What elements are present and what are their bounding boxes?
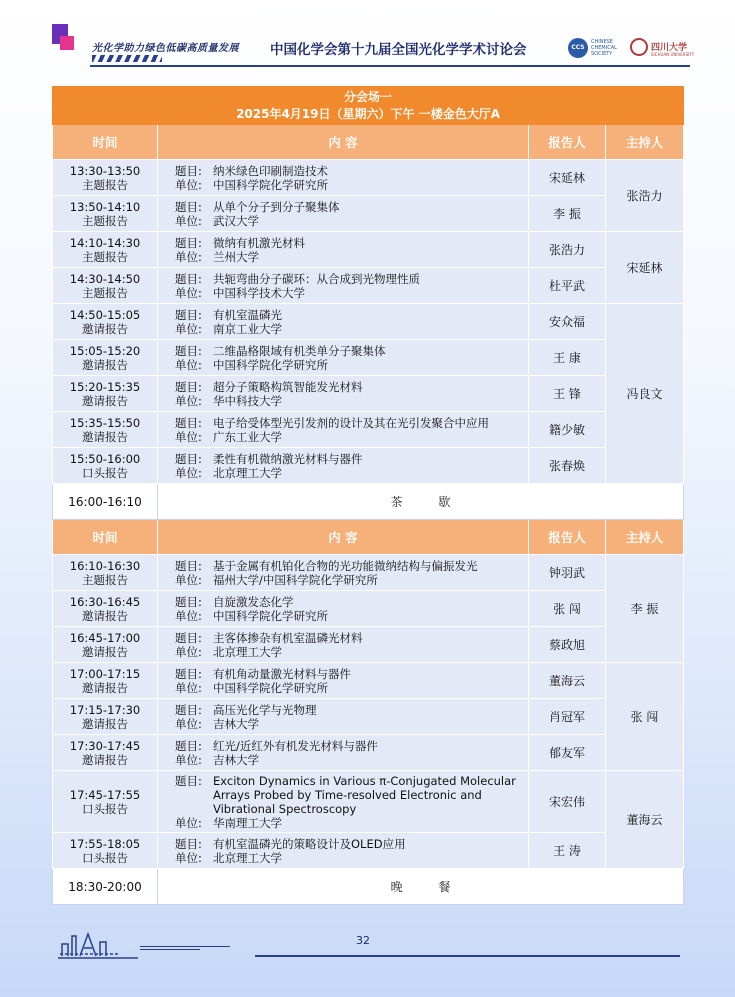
scu-logo-text: 四川大学: [651, 43, 688, 53]
talk-title-label: 题目:: [175, 451, 202, 466]
talk-type: 主题报告: [82, 177, 128, 192]
talk-type: 主题报告: [82, 572, 128, 587]
talk-unit-line: [175, 466, 528, 480]
talk-row: [53, 555, 684, 591]
talk-speaker: 肖冠军: [529, 699, 606, 735]
col-header-speaker: 报告人: [529, 520, 606, 555]
talk-type: 邀请报告: [82, 393, 128, 408]
talk-time: 16:30-16:45: [69, 594, 141, 609]
talk-content: [158, 448, 529, 484]
talk-unit-line: [175, 214, 528, 228]
talk-unit-label: 单位:: [175, 815, 202, 830]
talk-time-cell: [53, 735, 158, 771]
talk-unit-label: 单位:: [175, 608, 202, 623]
talk-row: [53, 160, 684, 196]
talk-time: 13:50-14:10: [69, 199, 141, 214]
col-header-time: 时间: [53, 520, 158, 555]
talk-title-line: [175, 559, 528, 573]
session-banner: [53, 87, 684, 125]
talk-unit-label: 单位:: [175, 644, 202, 659]
talk-speaker: 宋宏伟: [529, 771, 606, 833]
session-datetime: 2025年4月19日（星期六）下午 一楼金色大厅A: [236, 106, 500, 121]
talk-title-label: 题目:: [175, 307, 202, 322]
talk-time-cell: [53, 268, 158, 304]
col-header-content: 内 容: [158, 520, 529, 555]
talk-content: [158, 735, 529, 771]
talk-content: [158, 412, 529, 448]
header-divider: [90, 65, 690, 67]
talk-unit: 吉林大学: [213, 716, 259, 731]
talk-unit-line: [175, 753, 528, 767]
talk-speaker: 张春焕: [529, 448, 606, 484]
talk-speaker: 籍少敏: [529, 412, 606, 448]
talk-content: [158, 663, 529, 699]
talk-unit-label: 单位:: [175, 321, 202, 336]
talk-time: 14:30-14:50: [69, 271, 141, 286]
talk-unit-label: 单位:: [175, 177, 202, 192]
footer-line: [140, 949, 200, 950]
talk-type: 邀请报告: [82, 608, 128, 623]
talk-row: [53, 627, 684, 663]
talk-title-label: 题目:: [175, 379, 202, 394]
column-header-row: [53, 520, 684, 555]
talk-time: 14:50-15:05: [69, 307, 141, 322]
footer-line: [140, 946, 230, 947]
page-number: 32: [356, 934, 370, 947]
talk-unit-label: 单位:: [175, 213, 202, 228]
talk-time-cell: [53, 627, 158, 663]
talk-title: 电子给受体型光引发剂的设计及其在光引发聚合中应用: [213, 415, 489, 430]
talk-time-cell: [53, 160, 158, 196]
talk-title-line: [175, 631, 528, 645]
talk-title-label: 题目:: [175, 773, 202, 788]
talk-unit: 北京理工大学: [213, 465, 282, 480]
talk-unit: 广东工业大学: [213, 429, 282, 444]
session-host: 董海云: [606, 771, 684, 869]
dinner-time: 18:30-20:00: [53, 869, 158, 905]
talk-title-label: 题目:: [175, 630, 202, 645]
talk-time: 16:45-17:00: [69, 630, 141, 645]
talk-title-label: 题目:: [175, 594, 202, 609]
talk-title: 红光/近红外有机发光材料与器件: [213, 738, 378, 753]
talk-unit-label: 单位:: [175, 680, 202, 695]
scu-logo-subtext: SICHUAN UNIVERSITY: [651, 52, 695, 57]
talk-title-line: [175, 774, 528, 816]
talk-time-cell: [53, 196, 158, 232]
session-host: 张浩力: [606, 160, 684, 232]
talk-type: 邀请报告: [82, 680, 128, 695]
tea-break-time: 16:00-16:10: [53, 484, 158, 520]
talk-unit-line: [175, 178, 528, 192]
talk-unit: 中国科学院化学研究所: [213, 357, 328, 372]
talk-unit-line: [175, 358, 528, 372]
talk-title: 有机室温磷光: [213, 307, 282, 322]
talk-unit: 兰州大学: [213, 249, 259, 264]
talk-unit-label: 单位:: [175, 850, 202, 865]
talk-row: [53, 196, 684, 232]
talk-content: [158, 771, 529, 833]
talk-title: Exciton Dynamics in Various π-Conjugated Molecular Arrays Probed by Time-resolved Electronic and Vibrational Spectroscopy: [213, 773, 516, 816]
talk-row: [53, 663, 684, 699]
talk-unit: 中国科学院化学研究所: [213, 680, 328, 695]
talk-time-cell: [53, 376, 158, 412]
talk-time: 17:00-17:15: [69, 666, 141, 681]
footer-line: [255, 955, 680, 957]
talk-title-line: [175, 236, 528, 250]
talk-row: [53, 268, 684, 304]
dinner-label: 晚 餐: [158, 869, 684, 905]
talk-title: 超分子策略构筑智能发光材料: [213, 379, 363, 394]
talk-type: 邀请报告: [82, 429, 128, 444]
talk-title: 自旋激发态化学: [213, 594, 294, 609]
col-header-time: 时间: [53, 125, 158, 160]
talk-type: 主题报告: [82, 213, 128, 228]
talk-row: [53, 448, 684, 484]
talk-row: [53, 232, 684, 268]
talk-title-line: [175, 380, 528, 394]
talk-unit-line: [175, 394, 528, 408]
talk-title: 纳米绿色印刷制造技术: [213, 163, 328, 178]
talk-time: 15:05-15:20: [69, 343, 141, 358]
talk-time: 15:50-16:00: [69, 451, 141, 466]
talk-type: 邀请报告: [82, 716, 128, 731]
tea-break-row: [53, 484, 684, 520]
talk-time-cell: [53, 340, 158, 376]
talk-row: [53, 412, 684, 448]
talk-unit: 中国科学技术大学: [213, 285, 305, 300]
talk-title-line: [175, 272, 528, 286]
talk-unit-line: [175, 609, 528, 623]
talk-title: 微纳有机激光材料: [213, 235, 305, 250]
talk-content: [158, 555, 529, 591]
talk-title-label: 题目:: [175, 558, 202, 573]
talk-title: 有机角动量激光材料与器件: [213, 666, 351, 681]
talk-title: 有机室温磷光的策略设计及OLED应用: [213, 836, 406, 851]
talk-speaker: 郁友军: [529, 735, 606, 771]
conference-title: 中国化学会第十九届全国光化学学术讨论会: [270, 42, 527, 58]
col-header-host: 主持人: [606, 125, 684, 160]
talk-time-cell: [53, 555, 158, 591]
talk-title-line: [175, 667, 528, 681]
talk-speaker: 杜平武: [529, 268, 606, 304]
session-schedule-table: [52, 86, 684, 905]
col-header-content: 内 容: [158, 125, 529, 160]
talk-type: 邀请报告: [82, 752, 128, 767]
page-header: [0, 0, 735, 80]
skyline-icon: [58, 928, 138, 960]
talk-speaker: 钟羽武: [529, 555, 606, 591]
talk-unit-line: [175, 816, 528, 830]
session-host: 宋延林: [606, 232, 684, 304]
talk-unit-line: [175, 430, 528, 444]
col-header-host: 主持人: [606, 520, 684, 555]
talk-time: 15:35-15:50: [69, 415, 141, 430]
talk-unit-line: [175, 851, 528, 865]
scu-logo-icon: [630, 38, 648, 56]
talk-title-line: [175, 739, 528, 753]
talk-type: 口头报告: [82, 850, 128, 865]
talk-unit-line: [175, 286, 528, 300]
talk-unit: 吉林大学: [213, 752, 259, 767]
talk-title-label: 题目:: [175, 702, 202, 717]
talk-type: 邀请报告: [82, 321, 128, 336]
talk-unit-label: 单位:: [175, 249, 202, 264]
talk-speaker: 王 锋: [529, 376, 606, 412]
talk-type: 口头报告: [82, 801, 128, 816]
talk-title-label: 题目:: [175, 235, 202, 250]
talk-unit-label: 单位:: [175, 716, 202, 731]
session-name: 分会场一: [344, 89, 393, 104]
talk-title-label: 题目:: [175, 738, 202, 753]
talk-unit: 北京理工大学: [213, 644, 282, 659]
talk-type: 邀请报告: [82, 644, 128, 659]
ccs-logo-text: CHINESE CHEMICAL SOCIETY: [591, 39, 617, 57]
dinner-row: [53, 869, 684, 905]
talk-title-line: [175, 837, 528, 851]
talk-time-cell: [53, 232, 158, 268]
column-header-row: [53, 125, 684, 160]
talk-unit-label: 单位:: [175, 285, 202, 300]
talk-speaker: 蔡政旭: [529, 627, 606, 663]
talk-unit-label: 单位:: [175, 465, 202, 480]
talk-title-label: 题目:: [175, 666, 202, 681]
tea-break-label: 茶 歇: [158, 484, 684, 520]
talk-unit: 华中科技大学: [213, 393, 282, 408]
ccs-logo-icon: CCS: [568, 38, 588, 58]
talk-speaker: 李 振: [529, 196, 606, 232]
talk-speaker: 宋延林: [529, 160, 606, 196]
talk-content: [158, 376, 529, 412]
talk-content: [158, 304, 529, 340]
talk-content: [158, 627, 529, 663]
talk-content: [158, 833, 529, 869]
session-host: 张 闯: [606, 663, 684, 771]
talk-speaker: 王 康: [529, 340, 606, 376]
talk-title-label: 题目:: [175, 415, 202, 430]
talk-time-cell: [53, 699, 158, 735]
talk-title-line: [175, 416, 528, 430]
talk-unit: 福州大学/中国科学院化学研究所: [213, 572, 378, 587]
talk-title-line: [175, 344, 528, 358]
talk-unit-line: [175, 645, 528, 659]
talk-time: 15:20-15:35: [69, 379, 141, 394]
talk-unit: 华南理工大学: [213, 815, 282, 830]
talk-row: [53, 699, 684, 735]
talk-content: [158, 340, 529, 376]
talk-unit: 南京工业大学: [213, 321, 282, 336]
talk-speaker: 董海云: [529, 663, 606, 699]
talk-unit-line: [175, 250, 528, 264]
talk-unit-label: 单位:: [175, 429, 202, 444]
talk-time: 13:30-13:50: [69, 163, 141, 178]
talk-speaker: 王 涛: [529, 833, 606, 869]
col-header-speaker: 报告人: [529, 125, 606, 160]
talk-time: 16:10-16:30: [69, 558, 141, 573]
talk-type: 邀请报告: [82, 357, 128, 372]
talk-unit: 中国科学院化学研究所: [213, 177, 328, 192]
talk-time-cell: [53, 412, 158, 448]
talk-title-line: [175, 308, 528, 322]
session-host: 冯良文: [606, 304, 684, 484]
talk-title: 柔性有机微纳激光材料与器件: [213, 451, 363, 466]
talk-time: 14:10-14:30: [69, 235, 141, 250]
talk-unit-line: [175, 322, 528, 336]
talk-content: [158, 591, 529, 627]
talk-unit: 武汉大学: [213, 213, 259, 228]
decor-stripes: [92, 55, 162, 62]
talk-unit-line: [175, 717, 528, 731]
talk-title: 主客体掺杂有机室温磷光材料: [213, 630, 363, 645]
talk-time-cell: [53, 833, 158, 869]
talk-time-cell: [53, 304, 158, 340]
talk-title-line: [175, 703, 528, 717]
decor-square: [60, 36, 74, 50]
talk-row: [53, 340, 684, 376]
talk-time-cell: [53, 591, 158, 627]
talk-row: [53, 833, 684, 869]
talk-type: 主题报告: [82, 285, 128, 300]
talk-content: [158, 160, 529, 196]
conference-slogan: 光化学助力绿色低碳高质量发展: [92, 43, 239, 54]
talk-title-label: 题目:: [175, 199, 202, 214]
talk-title-line: [175, 164, 528, 178]
talk-title-line: [175, 595, 528, 609]
talk-time: 17:30-17:45: [69, 738, 141, 753]
talk-content: [158, 699, 529, 735]
talk-time: 17:45-17:55: [69, 787, 141, 802]
talk-unit-label: 单位:: [175, 752, 202, 767]
talk-title-label: 题目:: [175, 271, 202, 286]
talk-type: 口头报告: [82, 465, 128, 480]
talk-unit-label: 单位:: [175, 393, 202, 408]
talk-unit: 中国科学院化学研究所: [213, 608, 328, 623]
talk-row: [53, 771, 684, 833]
talk-title: 二维晶格限域有机类单分子聚集体: [213, 343, 386, 358]
talk-speaker: 张浩力: [529, 232, 606, 268]
talk-time: 17:15-17:30: [69, 702, 141, 717]
talk-speaker: 安众福: [529, 304, 606, 340]
talk-unit-line: [175, 573, 528, 587]
talk-type: 主题报告: [82, 249, 128, 264]
talk-title: 高压光化学与光物理: [213, 702, 317, 717]
talk-title-line: [175, 452, 528, 466]
talk-unit-label: 单位:: [175, 357, 202, 372]
talk-row: [53, 376, 684, 412]
talk-content: [158, 232, 529, 268]
talk-speaker: 张 闯: [529, 591, 606, 627]
talk-row: [53, 591, 684, 627]
talk-content: [158, 268, 529, 304]
talk-title-line: [175, 200, 528, 214]
talk-unit: 北京理工大学: [213, 850, 282, 865]
talk-title-label: 题目:: [175, 836, 202, 851]
talk-time-cell: [53, 663, 158, 699]
talk-title: 共轭弯曲分子碳环：从合成到光物理性质: [213, 271, 420, 286]
talk-title-label: 题目:: [175, 163, 202, 178]
talk-time: 17:55-18:05: [69, 836, 141, 851]
talk-unit-line: [175, 681, 528, 695]
talk-time-cell: [53, 771, 158, 833]
talk-row: [53, 735, 684, 771]
talk-title-label: 题目:: [175, 343, 202, 358]
talk-unit-label: 单位:: [175, 572, 202, 587]
talk-content: [158, 196, 529, 232]
talk-row: [53, 304, 684, 340]
talk-time-cell: [53, 448, 158, 484]
talk-title: 从单个分子到分子聚集体: [213, 199, 340, 214]
session-host: 李 振: [606, 555, 684, 663]
talk-title: 基于金属有机铂化合物的光功能微纳结构与偏振发光: [213, 558, 478, 573]
